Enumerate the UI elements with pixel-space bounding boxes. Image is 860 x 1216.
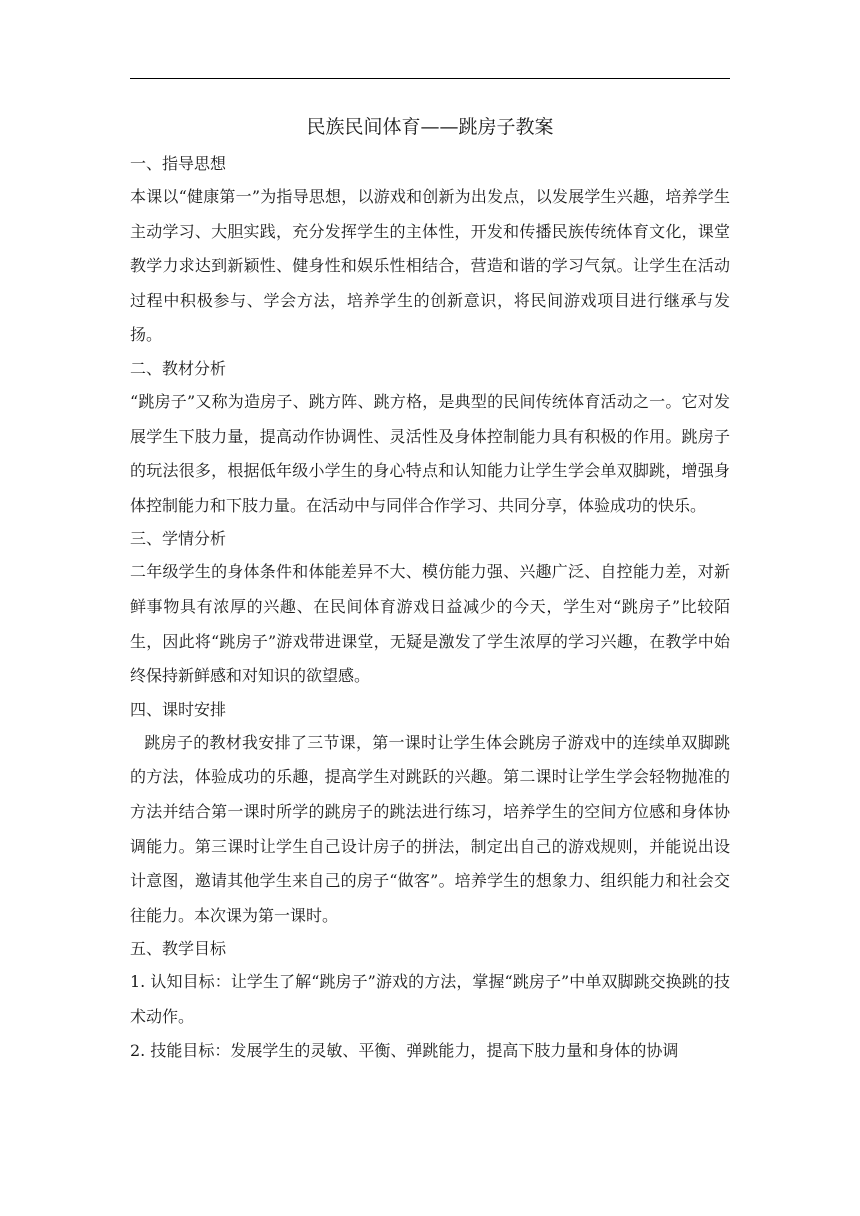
document-body (130, 112, 730, 1069)
document-title: 民族民间体育——跳房子教案 (306, 116, 554, 138)
section-paragraph: 跳房子的教材我安排了三节课，第一课时让学生体会跳房子游戏中的连续单双脚跳的方法，体验成功的乐趣，提高学生对跳跃的兴趣。第二课时让学生学会轻物抛准的方法并结合第一课时所学的跳房子的跳法进行练习，培养学生的空间方位感和身体协调能力。第三课时让学生自己设计房子的拼法，制定出自己的游戏规则，并能说出设计意图，邀请其他学生来自己的房子“做客”。培养学生的想象力、组织能力和社会交往能力。本次课为第一课时。 (130, 732, 730, 925)
section-heading: 四、课时安排 (130, 699, 227, 719)
section-heading: 三、学情分析 (130, 529, 227, 549)
section-paragraph: “跳房子”又称为造房子、跳方阵、跳方格，是典型的民间传统体育活动之一。它对发展学生下肢力量，提高动作协调性、灵活性及身体控制能力具有积极的作用。跳房子的玩法很多，根据低年级小学生的身心特点和认知能力让学生学会单双脚跳，增强身体控制能力和下肢力量。在活动中与同伴合作学习、共同分享，体验成功的快乐。 (130, 391, 730, 515)
objective-item: 2. 技能目标：发展学生的灵敏、平衡、弹跳能力，提高下肢力量和身体的协调 (130, 1041, 679, 1061)
section-heading: 一、指导思想 (130, 154, 227, 173)
section-heading: 五、教学目标 (130, 939, 227, 959)
section-lesson-schedule (130, 694, 730, 934)
header-rule (130, 78, 730, 79)
objective-item: 1. 认知目标：让学生了解“跳房子”游戏的方法，掌握“跳房子”中单双脚跳交换跳的技术动作。 (130, 972, 730, 1026)
section-teaching-objectives (130, 933, 730, 1069)
section-material-analysis (130, 353, 730, 523)
section-student-analysis (130, 523, 730, 693)
section-paragraph: 二年级学生的身体条件和体能差异不大、模仿能力强、兴趣广泛、自控能力差，对新鲜事物具有浓厚的兴趣、在民间体育游戏日益减少的今天，学生对“跳房子”比较陌生，因此将“跳房子”游戏带进课堂，无疑是激发了学生浓厚的学习兴趣，在教学中始终保持新鲜感和对知识的欲望感。 (130, 562, 730, 686)
section-heading: 二、教材分析 (130, 358, 227, 378)
section-paragraph: 本课以“健康第一”为指导思想，以游戏和创新为出发点，以发展学生兴趣，培养学生主动学习、大胆实践，充分发挥学生的主体性，开发和传播民族传统体育文化，课堂教学力求达到新颖性、健身性和娱乐性相结合，营造和谐的学习气氛。让学生在活动过程中积极参与、学会方法，培养学生的创新意识，将民间游戏项目进行继承与发扬。 (130, 187, 730, 345)
section-guiding-ideology (130, 148, 730, 353)
